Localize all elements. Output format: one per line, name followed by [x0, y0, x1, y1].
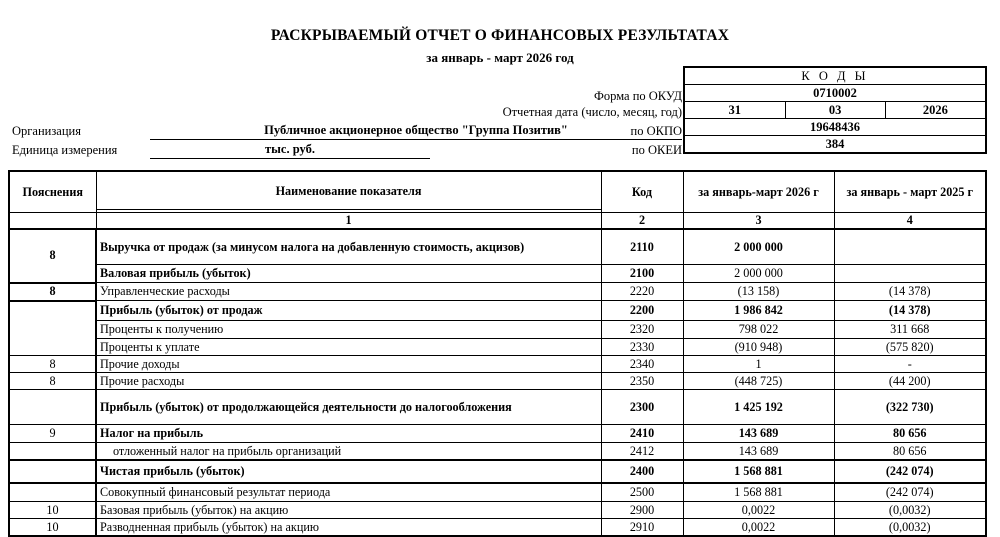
header-indicator: Наименование показателя [96, 171, 601, 210]
row-current: 1 568 881 [683, 460, 834, 483]
table-row [9, 425, 986, 443]
organization-label: Организация [12, 124, 81, 138]
label-report-date: Отчетная дата (число, месяц, год) [502, 105, 682, 119]
row-current: 1 425 192 [683, 390, 834, 425]
row-name: Выручка от продаж (за минусом налога на добавленную стоимость, акцизов) [96, 229, 601, 265]
row-code: 2500 [601, 483, 683, 502]
row-current: 2 000 000 [683, 265, 834, 283]
row-prior: (0,0032) [834, 519, 986, 537]
row-current: 0,0022 [683, 502, 834, 519]
table-row [9, 519, 986, 537]
row-current: 0,0022 [683, 519, 834, 537]
row-current: 1 [683, 356, 834, 373]
row-explanation [9, 460, 96, 483]
header-period-current: за январь-март 2026 г [683, 171, 834, 213]
table-row [9, 283, 986, 301]
label-okpo: по ОКПО [630, 124, 682, 138]
row-code: 2320 [601, 321, 683, 339]
codes-date-year: 2026 [885, 102, 985, 119]
row-code: 2330 [601, 339, 683, 356]
table-row [9, 373, 986, 390]
codes-date-day: 31 [685, 102, 786, 119]
col-num-1: 1 [96, 213, 601, 230]
row-code: 2340 [601, 356, 683, 373]
row-explanation: 9 [9, 425, 96, 443]
codes-okei-value: 384 [685, 136, 986, 153]
codes-header: К О Д Ы [685, 68, 986, 85]
row-prior: (0,0032) [834, 502, 986, 519]
row-code: 2350 [601, 373, 683, 390]
row-current: 143 689 [683, 425, 834, 443]
row-prior [834, 229, 986, 265]
table-row [9, 339, 986, 356]
row-prior: (322 730) [834, 390, 986, 425]
page-subtitle: за январь - март 2026 год [426, 50, 574, 65]
row-explanation [9, 301, 96, 356]
row-current: 1 986 842 [683, 301, 834, 321]
row-name: Прочие доходы [96, 356, 601, 373]
table-row [9, 301, 986, 321]
row-explanation: 8 [9, 356, 96, 373]
row-code: 2910 [601, 519, 683, 537]
row-explanation: 8 [9, 229, 96, 283]
column-number-row [9, 213, 986, 230]
row-name: Базовая прибыль (убыток) на акцию [96, 502, 601, 519]
row-name: Чистая прибыль (убыток) [96, 460, 601, 483]
page-title: РАСКРЫВАЕМЫЙ ОТЧЕТ О ФИНАНСОВЫХ РЕЗУЛЬТАТАХ [270, 27, 730, 44]
row-code: 2400 [601, 460, 683, 483]
row-explanation: 8 [9, 373, 96, 390]
row-current: 1 568 881 [683, 483, 834, 502]
row-current: 143 689 [683, 443, 834, 461]
row-prior: (242 074) [834, 460, 986, 483]
unit-label: Единица измерения [12, 143, 118, 157]
financial-results-table [8, 170, 987, 537]
header-explanations: Пояснения [9, 171, 96, 213]
row-prior: - [834, 356, 986, 373]
row-explanation [9, 483, 96, 502]
row-current: (910 948) [683, 339, 834, 356]
row-name: Проценты к уплате [96, 339, 601, 356]
row-current: 2 000 000 [683, 229, 834, 265]
row-code: 2300 [601, 390, 683, 425]
table-row [9, 265, 986, 283]
row-explanation [9, 390, 96, 425]
codes-okud-value: 0710002 [685, 85, 986, 102]
table-row [9, 443, 986, 461]
row-current: (448 725) [683, 373, 834, 390]
label-okei: по ОКЕИ [631, 143, 682, 157]
table-row [9, 502, 986, 519]
table-row [9, 390, 986, 425]
row-name: Прочие расходы [96, 373, 601, 390]
unit-value: тыс. руб. [150, 142, 430, 159]
row-name: Проценты к получению [96, 321, 601, 339]
row-prior: 80 656 [834, 425, 986, 443]
row-name: Налог на прибыль [96, 425, 601, 443]
table-row [9, 229, 986, 265]
table-header-row [9, 171, 986, 210]
row-prior: (14 378) [834, 283, 986, 301]
row-name: Прибыль (убыток) от продолжающейся деятельности до налогообложения [96, 390, 601, 425]
table-row [9, 321, 986, 339]
col-num-blank [9, 213, 96, 230]
row-prior: 311 668 [834, 321, 986, 339]
row-explanation: 10 [9, 502, 96, 519]
organization-value: Публичное акционерное общество "Группа Позитив" [150, 123, 682, 140]
col-num-4: 4 [834, 213, 986, 230]
label-okud: Форма по ОКУД [594, 89, 682, 103]
row-prior [834, 265, 986, 283]
row-code: 2412 [601, 443, 683, 461]
codes-date-month: 03 [785, 102, 885, 119]
row-prior: (14 378) [834, 301, 986, 321]
table-row [9, 460, 986, 483]
row-explanation: 8 [9, 283, 96, 301]
row-code: 2900 [601, 502, 683, 519]
row-code: 2110 [601, 229, 683, 265]
row-name: Валовая прибыль (убыток) [96, 265, 601, 283]
row-explanation [9, 443, 96, 461]
row-current: 798 022 [683, 321, 834, 339]
row-code: 2100 [601, 265, 683, 283]
row-name: Прибыль (убыток) от продаж [96, 301, 601, 321]
row-prior: (44 200) [834, 373, 986, 390]
table-row [9, 356, 986, 373]
header-period-prior: за январь - март 2025 г [834, 171, 986, 213]
codes-box [683, 66, 987, 154]
row-name: Управленческие расходы [96, 283, 601, 301]
row-code: 2200 [601, 301, 683, 321]
table-row [9, 483, 986, 502]
row-prior: 80 656 [834, 443, 986, 461]
codes-okpo-value: 19648436 [685, 119, 986, 136]
row-name: отложенный налог на прибыль организаций [96, 443, 601, 461]
col-num-3: 3 [683, 213, 834, 230]
row-name: Разводненная прибыль (убыток) на акцию [96, 519, 601, 537]
header-code: Код [601, 171, 683, 213]
row-name: Совокупный финансовый результат периода [96, 483, 601, 502]
row-prior: (242 074) [834, 483, 986, 502]
row-code: 2220 [601, 283, 683, 301]
row-explanation: 10 [9, 519, 96, 537]
row-code: 2410 [601, 425, 683, 443]
col-num-2: 2 [601, 213, 683, 230]
row-prior: (575 820) [834, 339, 986, 356]
row-current: (13 158) [683, 283, 834, 301]
